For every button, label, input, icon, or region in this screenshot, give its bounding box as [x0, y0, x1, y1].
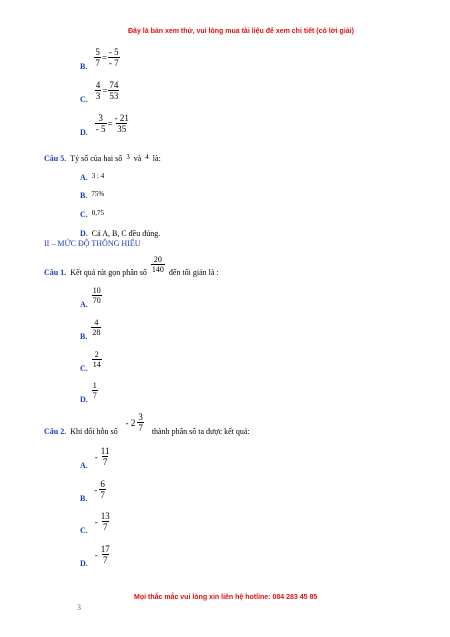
q5-option-b	[80, 185, 104, 203]
option-value: 75%	[91, 190, 105, 198]
s2q2-option-a	[80, 446, 110, 470]
option-label: B.	[80, 494, 88, 504]
option-label: B.	[80, 191, 88, 200]
option-label: A.	[80, 173, 88, 182]
footer-hotline: Mọi thắc mắc vui lòng xin liên hệ hotline: 084 283 45 85	[134, 594, 318, 601]
option-fraction: $\frac{10}{70}$	[92, 286, 101, 305]
question-text: Kết quả rút gọn phân số	[70, 268, 147, 278]
option-label: B.	[80, 332, 88, 342]
right-fraction: $\frac{- 5}{- 7}$	[108, 47, 119, 68]
option-fraction: $\frac{2}{14}$	[92, 350, 101, 369]
question-label: Câu 1.	[44, 268, 67, 278]
s2q1-option-a	[80, 286, 102, 309]
equals-sign: =	[107, 118, 113, 129]
option-label: B.	[80, 62, 88, 72]
option-label: D.	[80, 128, 88, 138]
mixed-fraction: $\frac{3}{7}$	[138, 412, 143, 433]
option-label: C.	[80, 364, 88, 374]
question-text: là:	[152, 154, 161, 163]
minus-sign: -	[94, 484, 98, 495]
right-fraction: $\frac{74}{53}$	[109, 80, 119, 101]
minus-sign: -	[94, 549, 98, 560]
right-fraction: $\frac{- 21}{35}$	[114, 113, 129, 134]
s2q2-option-c	[80, 511, 111, 535]
prev-option-d	[80, 113, 130, 137]
option-fraction: $\frac{13}{7}$	[100, 511, 110, 532]
option-fraction: $\frac{11}{7}$	[100, 446, 110, 467]
minus-sign: -	[94, 451, 98, 462]
section-heading: II – MỨC ĐỘ THÔNG HIỂU	[44, 239, 141, 248]
option-label: C.	[80, 95, 88, 105]
option-fraction: $\frac{1}{7}$	[92, 381, 97, 400]
question-text: Khi đổi hỗn số	[70, 427, 118, 437]
option-label: D.	[80, 559, 88, 569]
option-fraction: $\frac{17}{7}$	[100, 544, 110, 565]
page-number: 3	[77, 603, 81, 612]
option-fraction: $\frac{6}{7}$	[100, 479, 105, 500]
question-label: Câu 2.	[44, 427, 67, 437]
q5-option-a	[80, 167, 104, 185]
option-label: A.	[80, 300, 88, 310]
prev-option-b	[80, 47, 120, 71]
option-value: Cả A, B, C đều đúng.	[91, 229, 161, 238]
question-text: thành phân số ta được kết quả:	[151, 427, 250, 437]
option-label: C.	[80, 526, 88, 536]
option-label: A.	[80, 461, 88, 471]
option-label: C.	[80, 210, 88, 219]
question-fraction: $\frac{20}{140}$	[151, 255, 164, 274]
s2q1-option-d	[80, 381, 98, 404]
question-label: Câu 5.	[44, 154, 67, 163]
minus-sign: -	[94, 516, 98, 527]
left-fraction: $\frac{4}{3}$	[95, 80, 101, 101]
equals-sign: =	[102, 85, 108, 96]
preview-banner: Đây là bản xem thử, vui lòng mua tài liệu để xem chi tiết (có lời giải)	[128, 28, 354, 35]
s2q1-option-b	[80, 318, 101, 341]
q5-option-c	[80, 204, 104, 222]
number: 4	[145, 153, 149, 161]
option-fraction: $\frac{4}{28}$	[92, 318, 101, 337]
option-label: D.	[80, 395, 88, 405]
question-text: đến tối giản là :	[168, 268, 219, 278]
section2-question-1	[44, 255, 219, 277]
option-label: D.	[80, 229, 88, 238]
question-text: Tỷ số của hai số	[70, 154, 123, 163]
s2q2-option-b	[80, 479, 106, 503]
prev-option-c	[80, 80, 119, 104]
question-text: và	[133, 154, 142, 163]
equals-sign: =	[101, 52, 107, 63]
number: 3	[126, 153, 130, 161]
left-fraction: $\frac{5}{7}$	[95, 47, 100, 68]
s2q1-option-c	[80, 350, 102, 373]
option-value: 0,75	[91, 209, 105, 217]
section2-question-2	[44, 412, 250, 436]
left-fraction: $\frac{3}{- 5}$	[95, 113, 106, 134]
option-value: 3 : 4	[91, 172, 105, 180]
s2q2-option-d	[80, 544, 111, 568]
question-5	[44, 148, 161, 166]
mixed-whole: - 2	[125, 417, 136, 428]
